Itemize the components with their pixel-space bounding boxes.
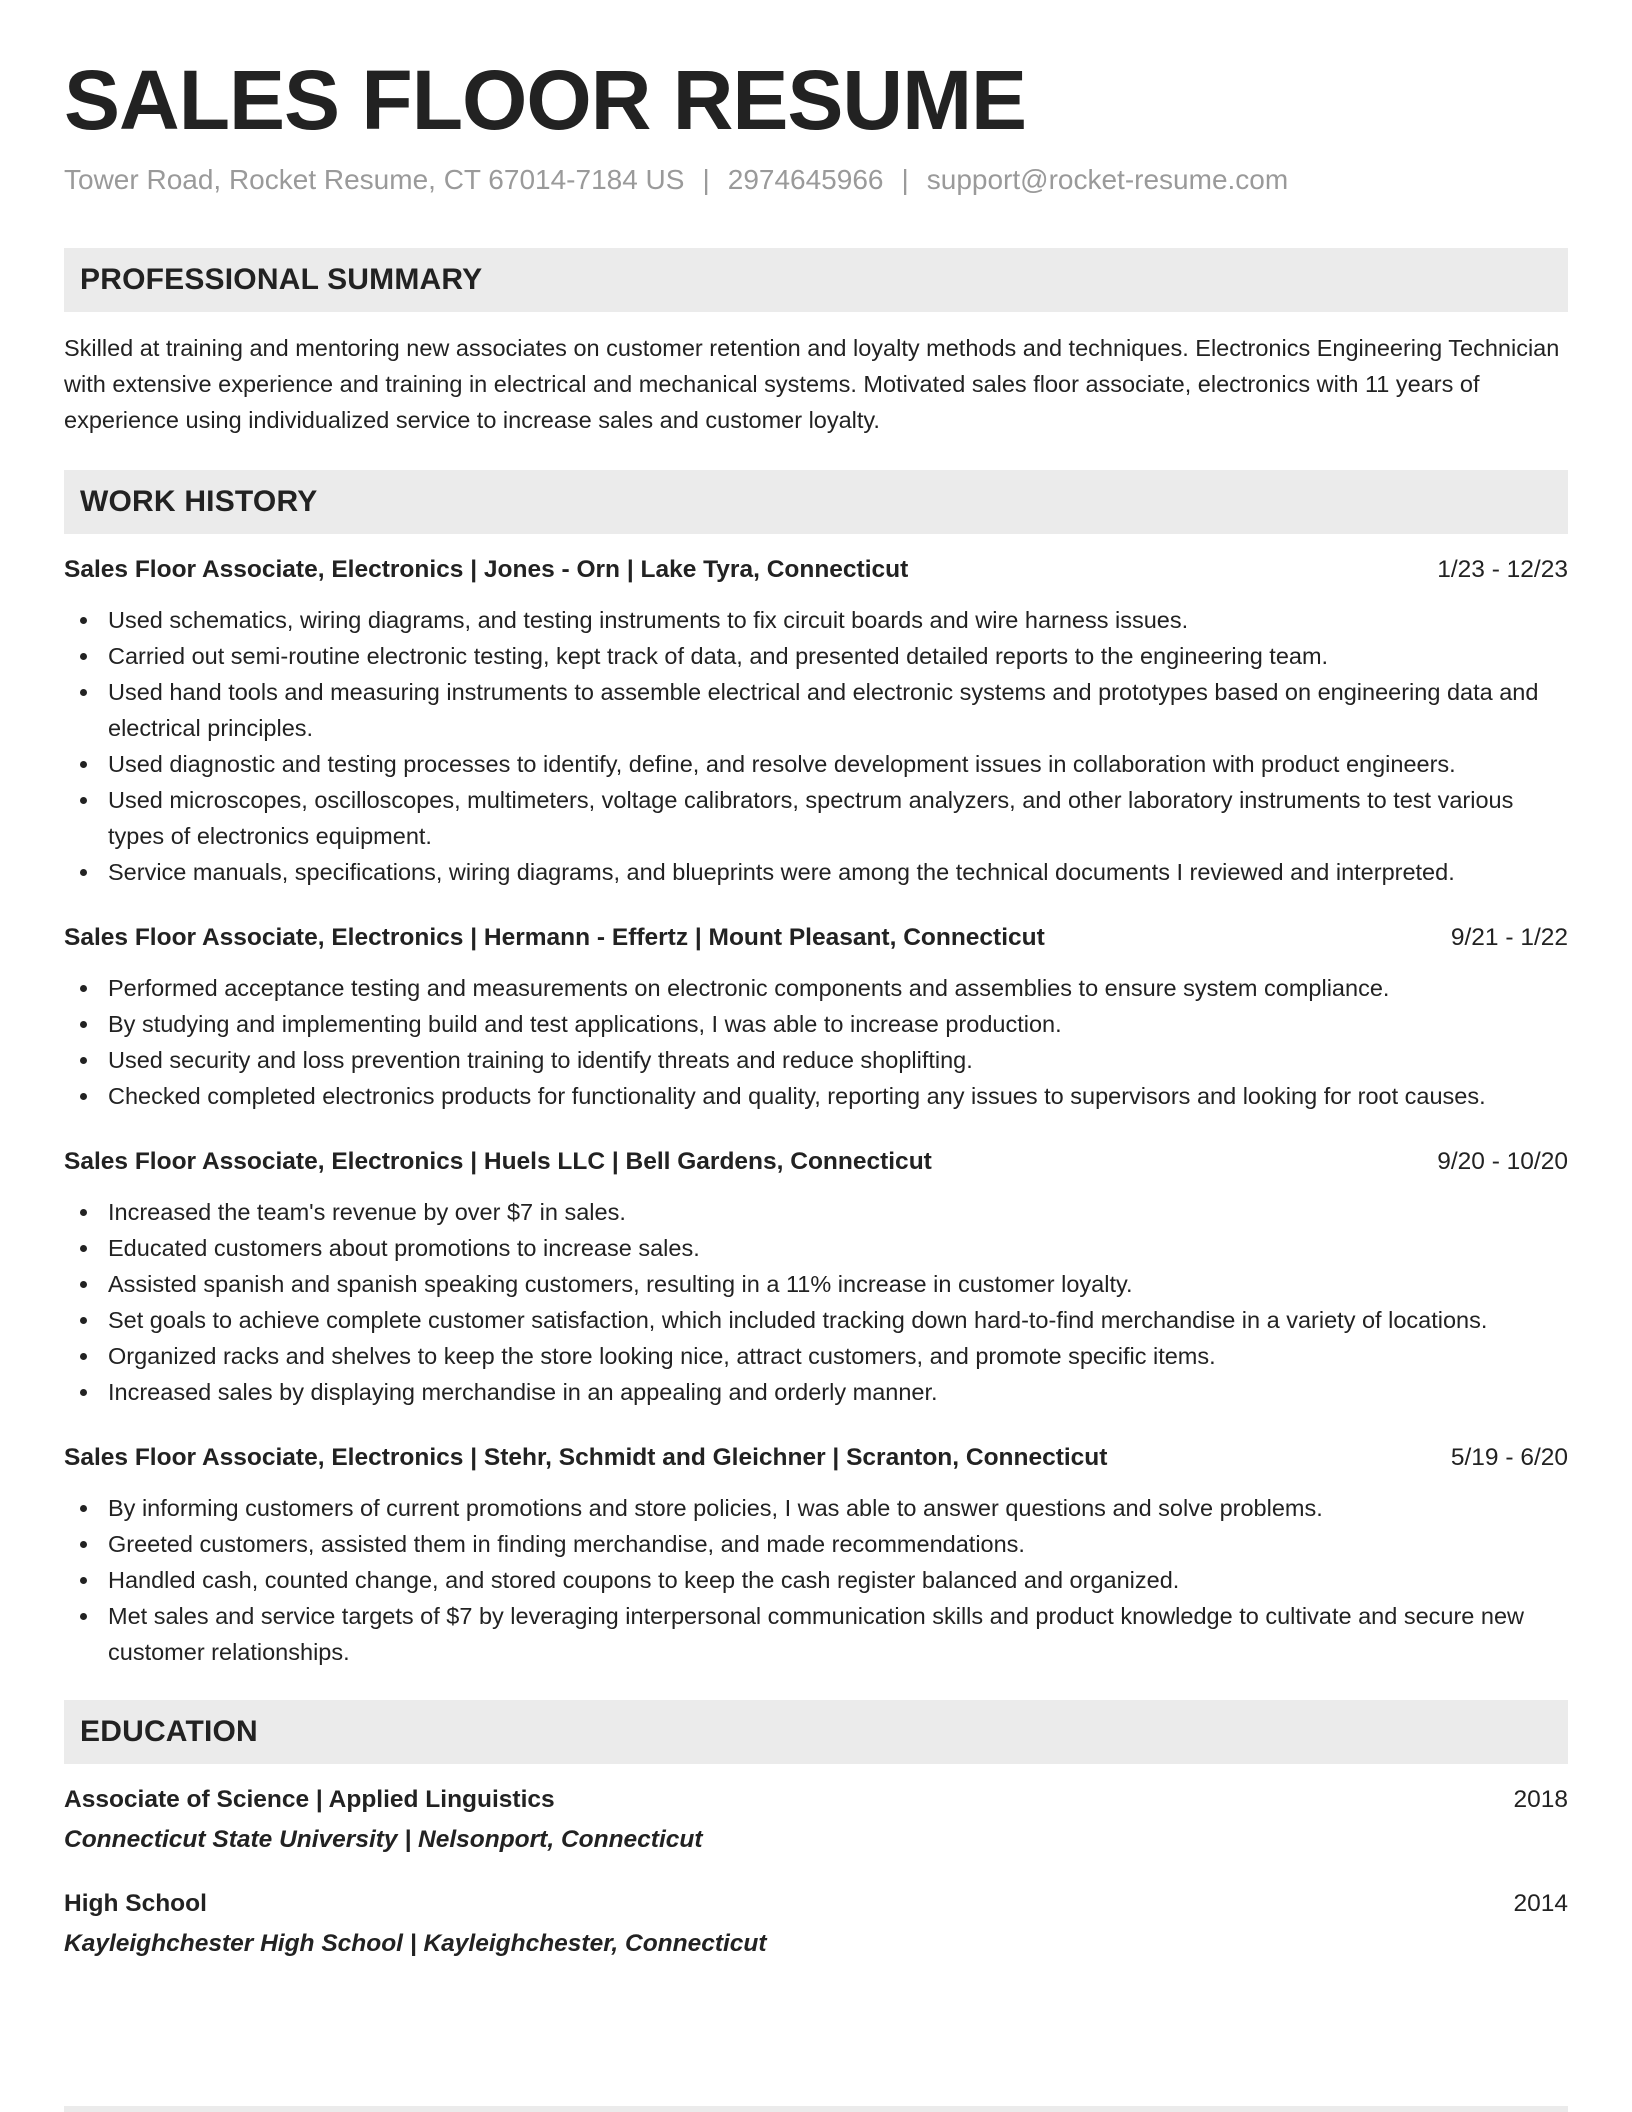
job-entry xyxy=(64,552,1568,890)
education-school: Connecticut State University | Nelsonport, Connecticut xyxy=(64,1826,703,1854)
job-bullet: Educated customers about promotions to increase sales. xyxy=(64,1230,1568,1266)
job-bullet: Increased the team's revenue by over $7 in sales. xyxy=(64,1194,1568,1230)
job-bullet: Used diagnostic and testing processes to identify, define, and resolve development issues in collaboration with product engineers. xyxy=(64,746,1568,782)
job-bullet-list xyxy=(64,602,1568,890)
job-bullet: Service manuals, specifications, wiring diagrams, and blueprints were among the technical documents I reviewed and interpreted. xyxy=(64,854,1568,890)
job-bullet: Increased sales by displaying merchandise in an appealing and orderly manner. xyxy=(64,1374,1568,1410)
job-bullet: Performed acceptance testing and measurements on electronic components and assemblies to ensure system compliance. xyxy=(64,970,1568,1006)
job-bullet: By studying and implementing build and test applications, I was able to increase production. xyxy=(64,1006,1568,1042)
job-title: Sales Floor Associate, Electronics | Jones - Orn | Lake Tyra, Connecticut xyxy=(64,556,909,584)
contact-separator: | xyxy=(702,164,710,196)
education-header xyxy=(64,1782,1568,1818)
education-entry xyxy=(64,1782,1568,1858)
job-title: Sales Floor Associate, Electronics | Huels LLC | Bell Gardens, Connecticut xyxy=(64,1148,932,1176)
job-bullet: Checked completed electronics products for functionality and quality, reporting any issues to supervisors and looking for root causes. xyxy=(64,1078,1568,1114)
education-degree: High School xyxy=(64,1890,207,1918)
job-bullet: Used schematics, wiring diagrams, and testing instruments to fix circuit boards and wire harness issues. xyxy=(64,602,1568,638)
job-dates: 1/23 - 12/23 xyxy=(1437,556,1568,584)
job-bullet: Greeted customers, assisted them in finding merchandise, and made recommendations. xyxy=(64,1526,1568,1562)
job-bullet: Carried out semi-routine electronic testing, kept track of data, and presented detailed reports to the engineering team. xyxy=(64,638,1568,674)
job-dates: 5/19 - 6/20 xyxy=(1450,1444,1568,1472)
job-bullet: Assisted spanish and spanish speaking customers, resulting in a 11% increase in customer loyalty. xyxy=(64,1266,1568,1302)
section-title-work-history: WORK HISTORY xyxy=(80,485,318,519)
job-bullet: Used hand tools and measuring instruments to assemble electrical and electronic systems and prototypes based on engineering data and electrical principles. xyxy=(64,674,1568,746)
education-entry xyxy=(64,1886,1568,1962)
job-bullet: Organized racks and shelves to keep the store looking nice, attract customers, and promote specific items. xyxy=(64,1338,1568,1374)
section-header-summary xyxy=(64,248,1568,312)
section-header-education xyxy=(64,1700,1568,1764)
education-school: Kayleighchester High School | Kayleighchester, Connecticut xyxy=(64,1930,767,1958)
job-dates: 9/21 - 1/22 xyxy=(1450,924,1568,952)
contact-address: Tower Road, Rocket Resume, CT 67014-7184 US xyxy=(64,164,685,196)
job-bullet: Used microscopes, oscilloscopes, multimeters, voltage calibrators, spectrum analyzers, and other laboratory instruments to test various types of electronics equipment. xyxy=(64,782,1568,854)
job-header xyxy=(64,552,1568,588)
job-title: Sales Floor Associate, Electronics | Stehr, Schmidt and Gleichner | Scranton, Connecticut xyxy=(64,1444,1108,1472)
job-entry xyxy=(64,1144,1568,1410)
job-entry xyxy=(64,920,1568,1114)
education-year: 2014 xyxy=(1513,1890,1568,1918)
education-year: 2018 xyxy=(1513,1786,1568,1814)
section-title-summary: PROFESSIONAL SUMMARY xyxy=(80,263,483,297)
job-header xyxy=(64,920,1568,956)
job-header xyxy=(64,1440,1568,1476)
job-bullet: Set goals to achieve complete customer satisfaction, which included tracking down hard-to-find merchandise in a variety of locations. xyxy=(64,1302,1568,1338)
job-bullet-list xyxy=(64,1194,1568,1410)
section-title-education: EDUCATION xyxy=(80,1715,258,1749)
job-bullet: Used security and loss prevention training to identify threats and reduce shoplifting. xyxy=(64,1042,1568,1078)
contact-line xyxy=(64,164,1568,196)
summary-text: Skilled at training and mentoring new associates on customer retention and loyalty methods and techniques. Electronics Engineering Technician with extensive experience and training in electrical and mechanical systems. Motivated sales floor associate, electronics with 11 years of experience using individualized service to increase sales and customer loyalty. xyxy=(64,335,1560,434)
job-title: Sales Floor Associate, Electronics | Hermann - Effertz | Mount Pleasant, Connecticut xyxy=(64,924,1045,952)
contact-email: support@rocket-resume.com xyxy=(926,164,1289,196)
job-header xyxy=(64,1144,1568,1180)
job-bullet: By informing customers of current promotions and store policies, I was able to answer questions and solve problems. xyxy=(64,1490,1568,1526)
job-bullet: Met sales and service targets of $7 by leveraging interpersonal communication skills and product knowledge to cultivate and secure new customer relationships. xyxy=(64,1598,1568,1670)
job-dates: 9/20 - 10/20 xyxy=(1437,1148,1568,1176)
education-degree: Associate of Science | Applied Linguistics xyxy=(64,1786,555,1814)
job-entry xyxy=(64,1440,1568,1670)
job-bullet-list xyxy=(64,970,1568,1114)
contact-separator: | xyxy=(901,164,909,196)
job-bullet-list xyxy=(64,1490,1568,1670)
resume-title: SALES FLOOR RESUME xyxy=(64,53,1027,147)
section-header-work-history xyxy=(64,470,1568,534)
bottom-divider xyxy=(64,2106,1568,2112)
contact-phone: 2974645966 xyxy=(727,164,884,196)
education-header xyxy=(64,1886,1568,1922)
job-bullet: Handled cash, counted change, and stored coupons to keep the cash register balanced and organized. xyxy=(64,1562,1568,1598)
